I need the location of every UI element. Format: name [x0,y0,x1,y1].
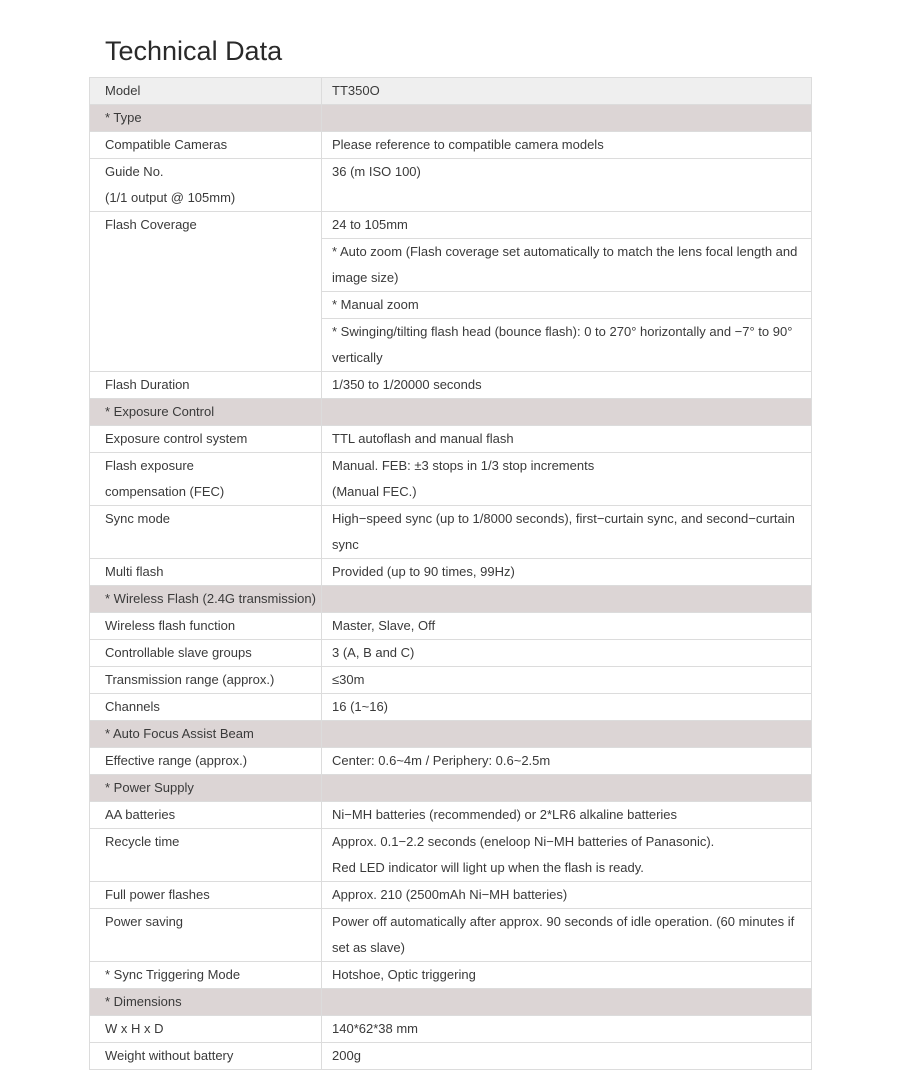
spec-label: Model [90,78,322,105]
table-row [90,1016,812,1043]
spec-value: Hotshoe, Optic triggering [322,962,812,989]
spec-label: Transmission range (approx.) [90,667,322,694]
spec-label: Flash Coverage [90,212,322,372]
spec-value: Provided (up to 90 times, 99Hz) [322,559,812,586]
section-label: * Type [90,105,322,132]
table-row [90,613,812,640]
table-row [90,506,812,559]
spec-value: Ni−MH batteries (recommended) or 2*LR6 alkaline batteries [322,802,812,829]
spec-value: 3 (A, B and C) [322,640,812,667]
table-row [90,426,812,453]
section-row-dimensions [90,989,812,1016]
table-row [90,1043,812,1070]
spec-value-line: Red LED indicator will light up when the flash is ready. [332,860,644,875]
table-row [90,372,812,399]
spec-label [90,453,322,506]
section-label: * Dimensions [90,989,322,1016]
spec-value-line: * Manual zoom [322,292,811,319]
spec-value [322,212,812,372]
technical-data-table [89,77,812,1070]
table-row [90,694,812,721]
table-row [90,453,812,506]
spec-value-line: (Manual FEC.) [332,484,417,499]
spec-value-line: * Swinging/tilting flash head (bounce flash): 0 to 270° horizontally and −7° to 90° vertically [332,324,793,365]
spec-value: 36 (m ISO 100) [322,159,812,212]
spec-value [322,829,812,882]
spec-value: ≤30m [322,667,812,694]
spec-label: Channels [90,694,322,721]
spec-value: 16 (1~16) [322,694,812,721]
spec-label: * Sync Triggering Mode [90,962,322,989]
spec-value: High−speed sync (up to 1/8000 seconds), first−curtain sync, and second−curtain sync [322,506,812,559]
table-row [90,829,812,882]
section-row-af [90,721,812,748]
spec-value: Master, Slave, Off [322,613,812,640]
spec-label [90,159,322,212]
table-row [90,159,812,212]
spec-label: Weight without battery [90,1043,322,1070]
spec-value-line: Manual. FEB: ±3 stops in 1/3 stop increments [332,458,595,473]
section-row-exposure [90,399,812,426]
spec-label: Multi flash [90,559,322,586]
spec-label-line: Guide No. [105,164,164,179]
section-label: * Exposure Control [90,399,322,426]
table-row [90,212,812,372]
spec-label: Effective range (approx.) [90,748,322,775]
spec-label: Compatible Cameras [90,132,322,159]
spec-value: Power off automatically after approx. 90 seconds of idle operation. (60 minutes if set as slave) [322,909,812,962]
section-label: * Power Supply [90,775,322,802]
spec-value: 140*62*38 mm [322,1016,812,1043]
spec-value: Center: 0.6~4m / Periphery: 0.6~2.5m [322,748,812,775]
spec-value: 1/350 to 1/20000 seconds [322,372,812,399]
spec-label: W x H x D [90,1016,322,1043]
spec-value [322,453,812,506]
spec-value: TTL autoflash and manual flash [322,426,812,453]
section-row-wireless [90,586,812,613]
section-row-power [90,775,812,802]
table-row [90,559,812,586]
section-label: * Wireless Flash (2.4G transmission) [90,586,322,613]
spec-label: AA batteries [90,802,322,829]
spec-label: Flash Duration [90,372,322,399]
table-row [90,748,812,775]
section-label: * Auto Focus Assist Beam [90,721,322,748]
section-row-type [90,105,812,132]
table-row [90,882,812,909]
table-row [90,802,812,829]
spec-label: Recycle time [90,829,322,882]
spec-value: Approx. 210 (2500mAh Ni−MH batteries) [322,882,812,909]
spec-value: 200g [322,1043,812,1070]
spec-label: Full power flashes [90,882,322,909]
spec-label-line: Flash exposure [105,458,194,473]
spec-value: Please reference to compatible camera models [322,132,812,159]
spec-label: Power saving [90,909,322,962]
spec-label: Wireless flash function [90,613,322,640]
spec-label: Exposure control system [90,426,322,453]
page-title: Technical Data [105,36,283,66]
table-row [90,962,812,989]
spec-label-line: compensation (FEC) [105,484,225,499]
spec-label: Controllable slave groups [90,640,322,667]
spec-label-line: (1/1 output @ 105mm) [105,190,236,205]
table-row [90,78,812,105]
table-row [90,640,812,667]
table-row [90,667,812,694]
table-row [90,132,812,159]
spec-value-line: 24 to 105mm [322,212,811,239]
table-row [90,909,812,962]
spec-value-line: * Auto zoom (Flash coverage set automatically to match the lens focal length and image size) [322,239,811,292]
spec-label: Sync mode [90,506,322,559]
spec-value-line: Approx. 0.1−2.2 seconds (eneloop Ni−MH batteries of Panasonic). [332,834,715,849]
spec-value: TT350O [322,78,812,105]
